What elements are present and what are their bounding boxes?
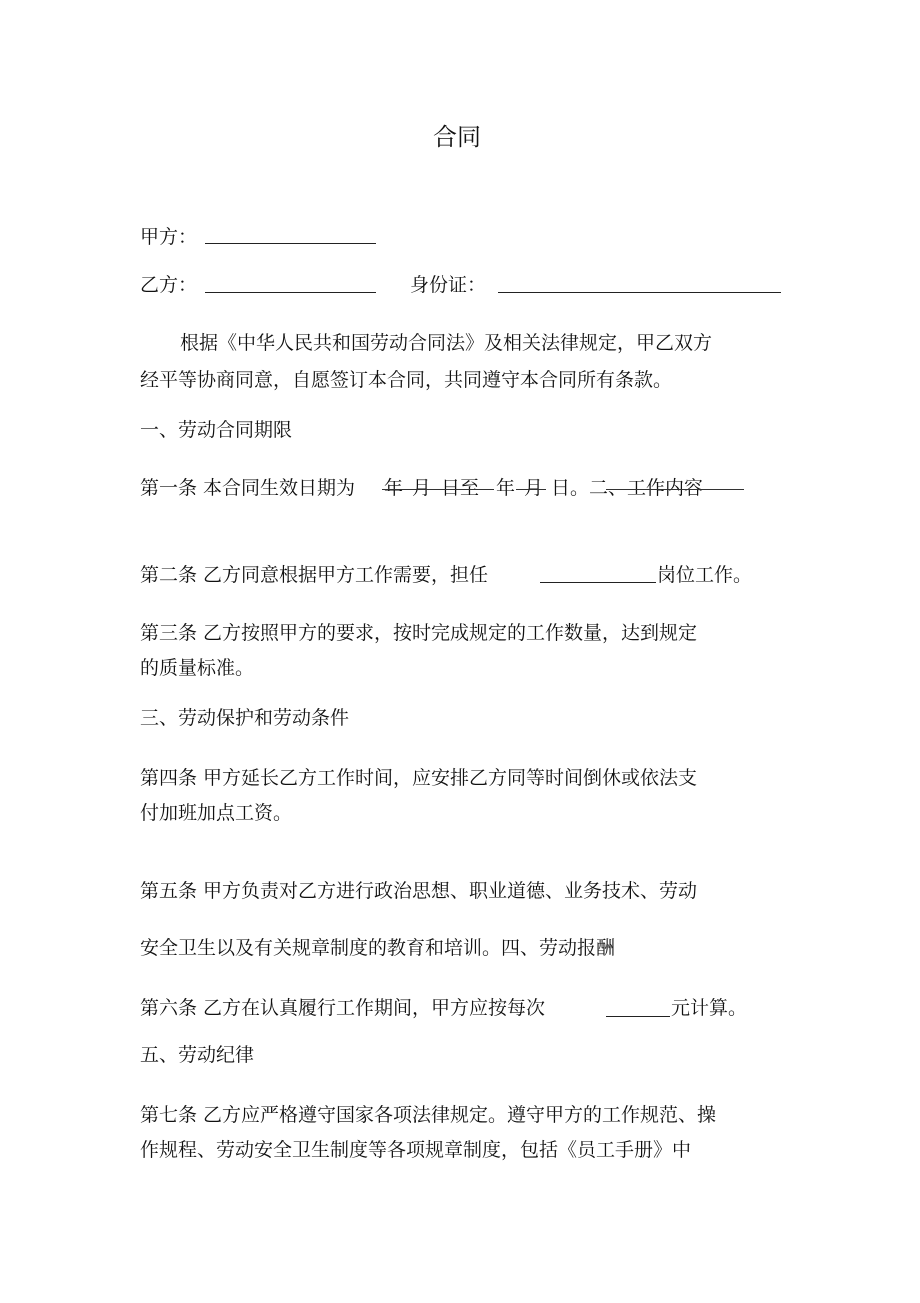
section-heading-term: 一、劳动合同期限 bbox=[140, 419, 293, 441]
article-1-year-1: 年 bbox=[384, 477, 404, 499]
article-2-suffix: 岗位工作。 bbox=[657, 564, 753, 586]
article-1-prefix: 第一条 本合同生效日期为 bbox=[140, 477, 356, 499]
article-1-year-2: 年 bbox=[496, 477, 516, 499]
strike-line-1 bbox=[382, 489, 494, 490]
article-6-text: 第六条 乙方在认真履行工作期间，甲方应按每次 bbox=[140, 997, 546, 1019]
strike-line-2 bbox=[516, 489, 546, 490]
article-4-line-2: 付加班加点工资。 bbox=[140, 802, 293, 824]
article-7-line-1: 第七条 乙方应严格遵守国家各项法律规定。遵守甲方的工作规范、操 bbox=[140, 1104, 717, 1126]
section-heading-discipline: 五、劳动纪律 bbox=[140, 1044, 255, 1066]
party-a-blank[interactable] bbox=[205, 243, 376, 244]
article-7-line-2: 作规程、劳动安全卫生制度等各项规章制度，包括《员工手册》中 bbox=[140, 1139, 692, 1161]
article-5-line-2: 安全卫生以及有关规章制度的教育和培训。四、劳动报酬 bbox=[140, 937, 616, 959]
party-b-label: 乙方： bbox=[140, 274, 198, 296]
article-1-day-to: 日至 bbox=[441, 477, 480, 499]
amount-blank[interactable] bbox=[606, 1016, 670, 1017]
article-1-month-2: 月 bbox=[524, 477, 544, 499]
document-title: 合同 bbox=[433, 123, 481, 151]
intro-line-1: 根据《中华人民共和国劳动合同法》及相关法律规定，甲乙双方 bbox=[180, 332, 713, 354]
article-3-line-2: 的质量标准。 bbox=[140, 657, 255, 679]
section-heading-protection: 三、劳动保护和劳动条件 bbox=[140, 707, 350, 729]
strike-line-3 bbox=[606, 489, 744, 490]
article-3-line-1: 第三条 乙方按照甲方的要求，按时完成规定的工作数量，达到规定 bbox=[140, 622, 698, 644]
article-5-line-1: 第五条 甲方负责对乙方进行政治思想、职业道德、业务技术、劳动 bbox=[140, 880, 698, 902]
article-1-month-1: 月 bbox=[412, 477, 432, 499]
article-4-line-1: 第四条 甲方延长乙方工作时间，应安排乙方同等时间倒休或依法支 bbox=[140, 767, 698, 789]
position-blank[interactable] bbox=[540, 582, 656, 583]
article-2-text: 第二条 乙方同意根据甲方工作需要，担任 bbox=[140, 564, 489, 586]
article-6-suffix: 元计算。 bbox=[671, 997, 748, 1019]
party-b-blank[interactable] bbox=[205, 292, 376, 293]
party-a-label: 甲方： bbox=[140, 226, 198, 248]
intro-line-2: 经平等协商同意，自愿签订本合同，共同遵守本合同所有条款。 bbox=[140, 369, 673, 391]
article-1-tail: 日。二、工作内容 bbox=[551, 477, 704, 499]
id-card-blank[interactable] bbox=[498, 292, 781, 293]
id-card-label: 身份证： bbox=[410, 274, 487, 296]
